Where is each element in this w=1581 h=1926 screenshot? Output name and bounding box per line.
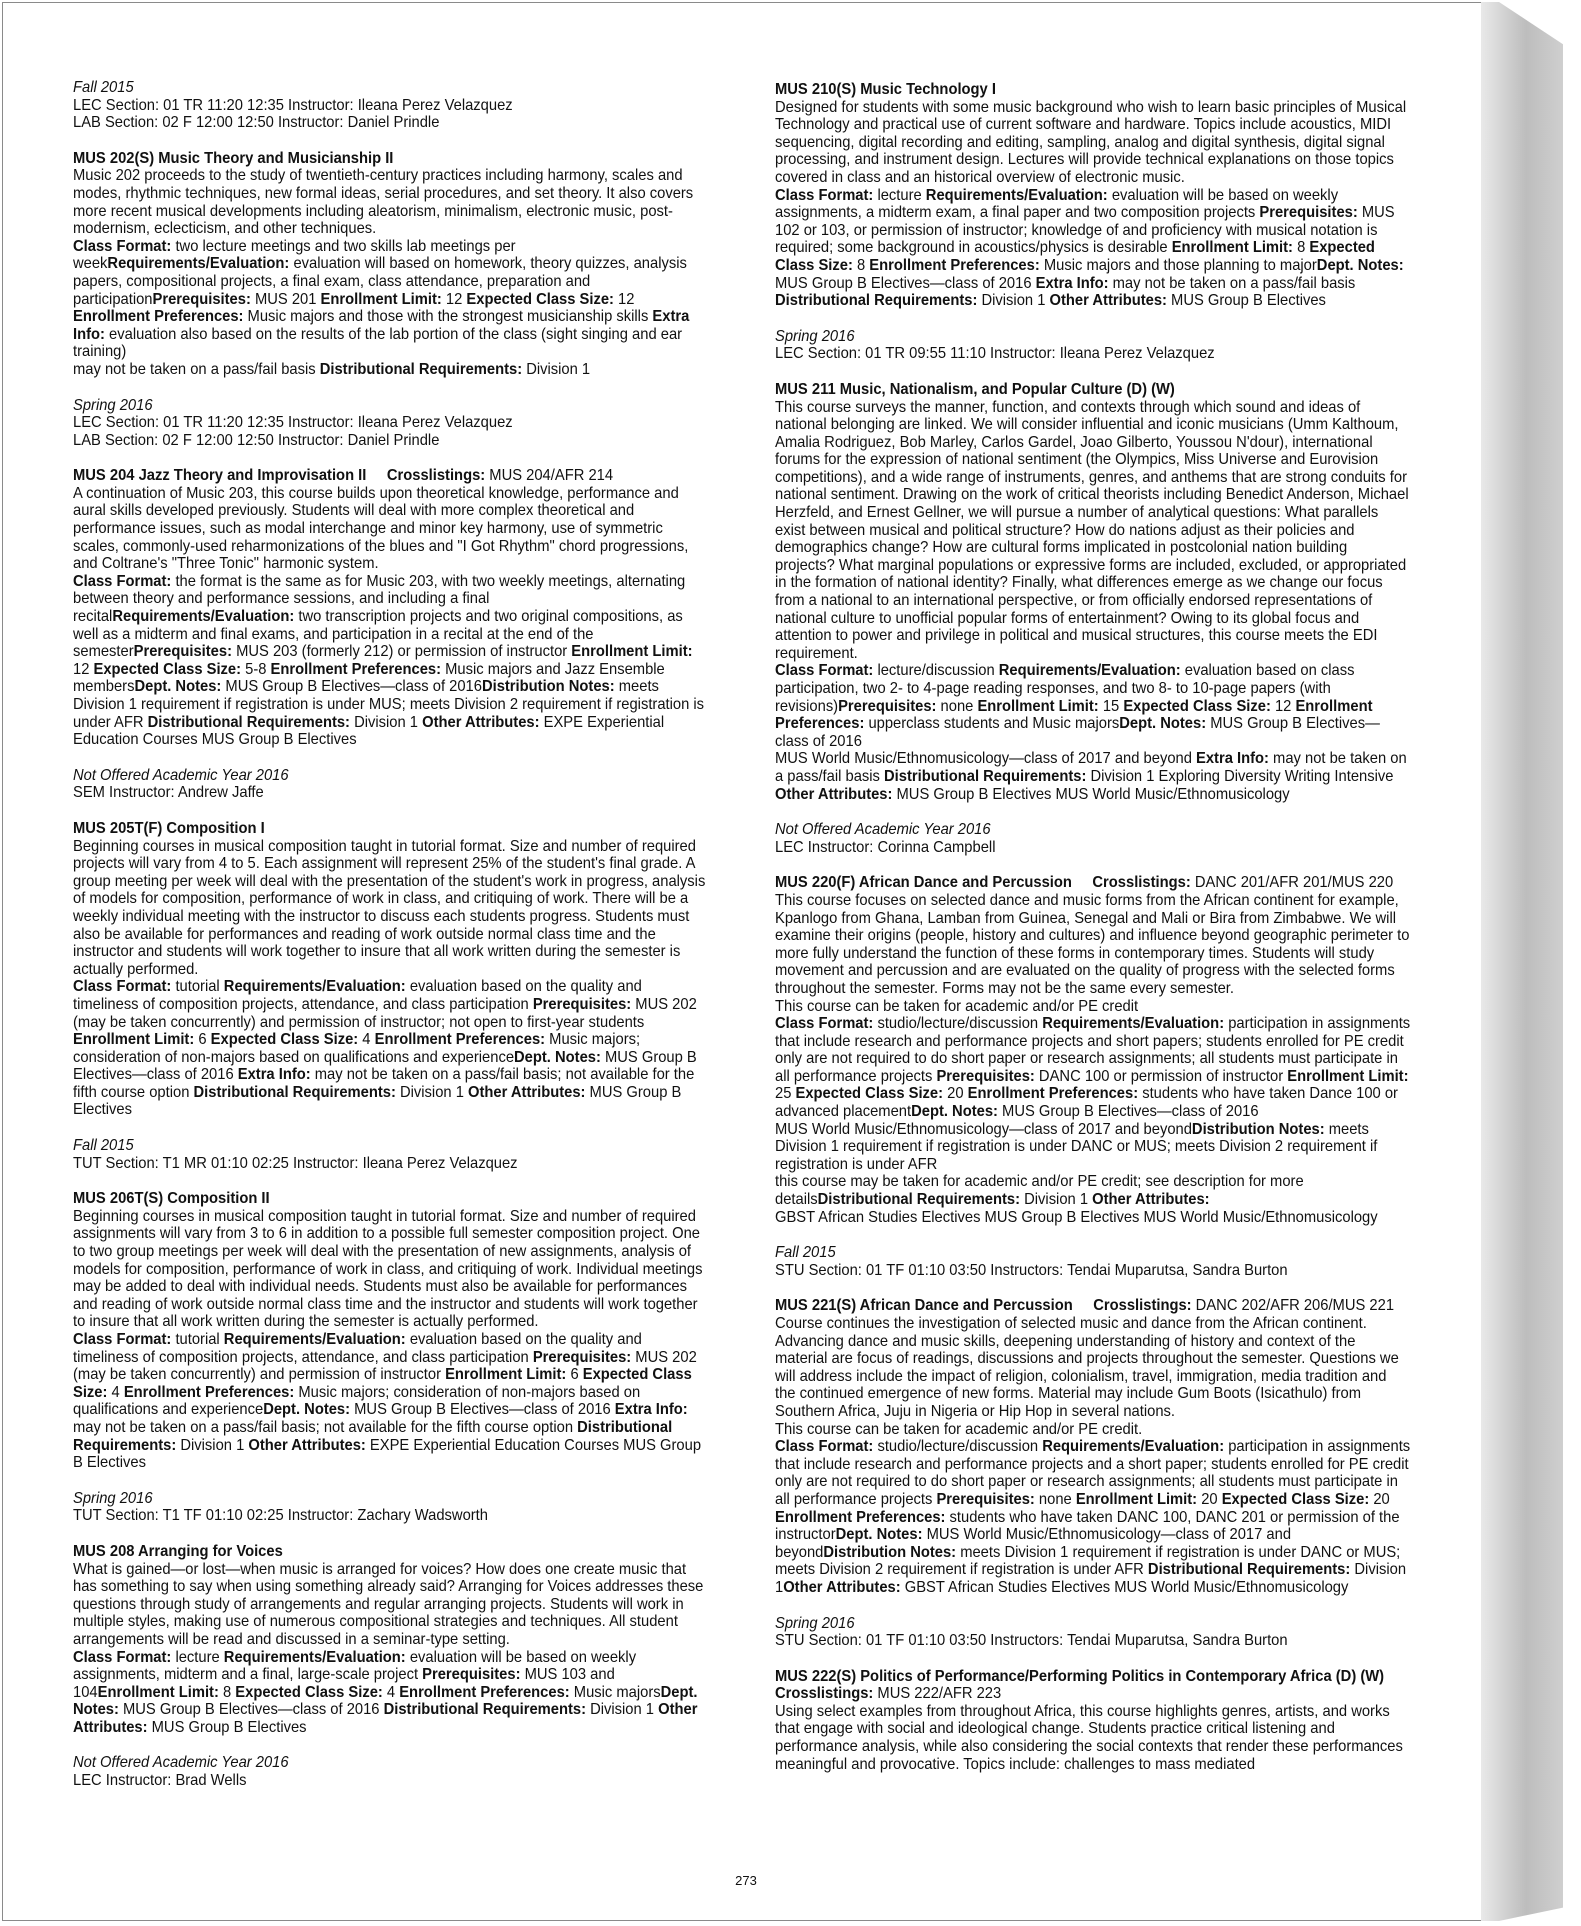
field-value: 20 [1197, 1490, 1222, 1508]
field-label: Distributional Requirements: [817, 1191, 1021, 1209]
field-label: Enrollment Preferences: [399, 1683, 570, 1701]
field-value: Division 1 [775, 1561, 1407, 1596]
course-details [775, 662, 1410, 803]
field-value: EXPE Experiential Education Courses MUS Group B Electives [73, 1436, 702, 1472]
field-value: Music majors; consideration of non-majors based on qualifications and experience [73, 1383, 641, 1419]
field-value: meets Division 1 requirement if registration is under DANC or MUS; meets Division 2 requirement if registration is under AFR [775, 1543, 1401, 1579]
field-value: MUS World Music/Ethnomusicology—class of 2017 and beyond [775, 1526, 1292, 1561]
field-value: meets Division 1 requirement if registration is under DANC or MUS; meets Division 2 requirement if registration is under AFR [775, 1120, 1378, 1173]
course-entry [73, 1543, 708, 1737]
field-value: MUS 203 (formerly 212) or permission of instructor [232, 643, 572, 661]
field-label: Enrollment Preferences: [775, 697, 1373, 733]
field-value: MUS Group B Electives—class of 2016 [775, 274, 1036, 292]
field-value: 12 [441, 290, 467, 308]
course-title [775, 1297, 1410, 1315]
field-value: MUS Group B Electives—class of 2016 [997, 1103, 1259, 1121]
course-title-text: MUS 208 Arranging for Voices [73, 1542, 283, 1560]
field-value: evaluation based on the quality and timeliness of composition projects, attendance, and class participation [73, 978, 642, 1013]
crosslistings-label: Crosslistings: [775, 1685, 874, 1703]
field-value: MUS 103 and 104 [73, 1666, 615, 1701]
course-description: Beginning courses in musical composition taught in tutorial format. Size and number of required assignments will vary from 3 to 6 in addition to a possible full semester composition project. One to two group meetings per week will deal with the presentation of new assignments, analysis of models for composition, performance of work in class, and critiquing of work. Individual meetings may be added to deal with individual needs. Students must also be available for performances and reading of work outside normal class time and the instructor and students will work together to insure that all work written during the semester is actually performed. [73, 1207, 703, 1331]
field-label: Extra Info: [237, 1066, 311, 1084]
field-value: 12 [73, 660, 94, 678]
field-label: Other Attributes: [775, 785, 893, 803]
field-value: MUS Group B Electives [1166, 292, 1326, 310]
field-label: Distribution Notes: [481, 678, 615, 696]
field-value: lecture/discussion [873, 662, 999, 680]
field-label: Enrollment Preferences: [123, 1383, 295, 1401]
field-label: Prerequisites: [152, 290, 251, 308]
field-label: Enrollment Preferences: [73, 308, 244, 326]
field-value: Division 1 Exploring Diversity Writing Intensive [1086, 767, 1394, 785]
document-page [2, 2, 1482, 1921]
field-value: upperclass students and Music majors [864, 715, 1120, 733]
field-label: Enrollment Limit: [320, 290, 442, 308]
term-label: Spring 2016 [775, 327, 855, 345]
crosslistings-label: Crosslistings: [1093, 1297, 1192, 1315]
field-label: Requirements/Evaluation: [1042, 1015, 1225, 1033]
field-label: Other Attributes: [468, 1083, 586, 1101]
term-schedule [775, 821, 1410, 856]
field-value: evaluation based on the quality and timeliness of composition projects, attendance, and class participation [73, 1331, 642, 1366]
crosslistings-label: Crosslistings: [1092, 874, 1191, 892]
field-label: Prerequisites: [1259, 204, 1358, 222]
term-label: Not Offered Academic Year 2016 [73, 766, 289, 784]
course-entry [73, 467, 708, 749]
field-label: Other Attributes: [248, 1436, 366, 1454]
course-details [775, 1015, 1410, 1226]
course-title-text: MUS 221(S) African Dance and Percussion [775, 1297, 1073, 1315]
term-label: Fall 2015 [775, 1244, 836, 1262]
term-label: Spring 2016 [73, 396, 153, 414]
course-details [73, 1649, 708, 1737]
field-label: Extra Info: [614, 1401, 688, 1419]
field-value: evaluation will be based on weekly assignments, midterm and a final, large-scale project [73, 1648, 637, 1684]
field-label: Expected Class Size: [466, 290, 614, 308]
field-value: students who have taken DANC 100, DANC 201 or permission of the instructor [775, 1508, 1400, 1544]
course-description: This course focuses on selected dance and music forms from the African continent for example, Kpanlogo from Ghana, Lamban from Guinea, Senegal and Mali or Bira from Zimbabwe. We will examine their origins (people, history and cultures) and influence beyond geographic perimeter to more fully understand the function of these forms in contemporary times. Students will study movement and percussion and are evaluated on the quality of progress with the selected forms throughout the semester. Forms may not be the same every semester. [775, 891, 1410, 997]
field-label: Distributional Requirements: [147, 713, 350, 731]
field-value: MUS Group B Electives—class of 2016 [775, 715, 1380, 750]
field-label: Prerequisites: [532, 995, 632, 1013]
field-value: MUS Group B Electives—class of 2016 [350, 1401, 615, 1419]
field-label: Expected Class Size: [775, 239, 1375, 274]
crosslistings-label: Crosslistings: [386, 467, 486, 485]
field-label: Distributional Requirements: [884, 767, 1087, 785]
field-value: MUS Group B Electives—class of 2016 [73, 1048, 697, 1084]
field-value: 25 [775, 1085, 796, 1103]
field-label: Other Attributes: [1049, 292, 1167, 310]
field-label: Class Format: [73, 1648, 172, 1666]
field-value: 6 [566, 1366, 583, 1384]
course-details [73, 1331, 708, 1472]
course-crosslistings [775, 1685, 1410, 1703]
field-value: Division 1 [977, 292, 1050, 310]
field-label: Dept. Notes: [911, 1103, 998, 1121]
field-value: evaluation based on class participation, two 2- to 4-page reading responses, and two 8- to 10-page papers (with revisions) [775, 662, 1355, 715]
section-line: LAB Section: 02 F 12:00 12:50 Instructor: Daniel Prindle [73, 431, 440, 449]
term-schedule [73, 1490, 708, 1525]
field-value: MUS 102 or 103, or permission of instructor; knowledge of and proficiency with musical notation is required; some background in acoustics/physics is desirable [775, 204, 1395, 257]
crosslistings-value: MUS 222/AFR 223 [873, 1685, 1002, 1703]
field-value: evaluation will based on homework, theory quizzes, analysis papers, compositional projects, a final exam, class attendance, preparation and participation [73, 255, 687, 308]
term-schedule [775, 1244, 1410, 1279]
field-value: Division 1 [395, 1083, 469, 1101]
course-details [73, 238, 708, 379]
section-line: LEC Section: 01 TR 11:20 12:35 Instructor: Ileana Perez Velazquez [73, 96, 513, 114]
course-entry [775, 81, 1410, 310]
course-details [73, 573, 708, 749]
field-label: Expected Class Size: [235, 1683, 383, 1701]
field-value: lecture [873, 186, 926, 204]
crosslistings-value: DANC 202/AFR 206/MUS 221 [1191, 1297, 1395, 1315]
field-label: Extra Info: [73, 308, 690, 343]
field-value: evaluation will be based on weekly assignments, a midterm exam, a final paper and two composition projects [775, 186, 1339, 222]
field-value: 4 [382, 1683, 400, 1701]
field-label: Class Format: [73, 237, 172, 255]
field-value: 5-8 [241, 660, 271, 678]
field-label: Class Format: [775, 1438, 874, 1456]
field-label: Enrollment Limit: [1075, 1490, 1198, 1508]
section-line: STU Section: 01 TF 01:10 03:50 Instructors: Tendai Muparutsa, Sandra Burton [775, 1261, 1288, 1279]
course-details [775, 187, 1410, 310]
term-schedule [775, 1615, 1410, 1650]
course-credit-note: This course can be taken for academic and/or PE credit. [775, 1420, 1143, 1438]
course-description: This course surveys the manner, function, and contexts through which sound and ideas of national belonging are linked. We will consider influential and iconic musicians (Umm Kalthoum, Amalia Rodriguez, Bob Marley, Carlos Gardel, Joao Gilberto, Youssou N'dour), international forums for the expression of national sentiment (the Olympics, Miss Universe and Eurovision competitions), and a wide range of instruments, genres, and anthems that are strong conduits for national sentiment. Drawing on the work of critical theorists including Benedict Anderson, Michael Herzfeld, and Ernest Gellner, we will pursue a number of analytical questions: What parallels exist between musical and political structure? How do nations adjust as their policies and demographics change? How are cultural forms implicated in postcolonial nation building projects? What marginal populations or expressive forms are included, excluded, or appropriated in the formation of national identity? Finally, what differences emerge as we change our focus from a national to an international perspective, or from officially endorsed representations of national culture to unofficial popular forms of entertainment? Owing to its global focus and attention to power and privilege in political and musical structures, this course meets the EDI requirement. [775, 398, 1409, 662]
course-credit-note: This course can be taken for academic and/or PE credit [775, 997, 1139, 1015]
field-value: tutorial [171, 1331, 224, 1348]
term-schedule [73, 1137, 708, 1172]
field-label: Distributional Requirements: [383, 1701, 586, 1719]
term-schedule [775, 328, 1410, 363]
field-label: Other Attributes: [422, 713, 540, 731]
field-value: this course may be taken for academic and/or PE credit; see description for more details [775, 1173, 1304, 1209]
left-column [73, 79, 708, 1808]
course-title-text: MUS 210(S) Music Technology I [775, 81, 996, 98]
field-value: MUS Group B Electives—class of 2016 [221, 678, 482, 696]
field-label: Distributional Requirements: [73, 1418, 673, 1454]
field-value: Division 1 [349, 713, 423, 731]
field-value: Division 1 [585, 1701, 659, 1719]
field-value: none [1034, 1490, 1076, 1508]
field-value: Music majors; consideration of non-majors based on qualifications and experience [73, 1031, 641, 1066]
field-label: Requirements/Evaluation: [223, 1331, 406, 1348]
field-label: Expected Class Size: [1221, 1490, 1370, 1508]
section-line: LAB Section: 02 F 12:00 12:50 Instructor: Daniel Prindle [73, 114, 440, 132]
field-value: 8 [1292, 239, 1310, 257]
field-label: Dept. Notes: [835, 1526, 923, 1544]
course-entry [775, 874, 1410, 1226]
field-label: Distributional Requirements: [319, 360, 523, 378]
field-label: Dept. Notes: [134, 678, 222, 696]
course-title [775, 1668, 1410, 1686]
course-title-text: MUS 206T(S) Composition II [73, 1190, 270, 1208]
field-label: Extra Info: [1196, 750, 1269, 768]
field-value: may not be taken on a pass/fail basis; not available for the fifth course option [73, 1066, 695, 1101]
field-value: GBST African Studies Electives MUS World Music/Ethnomusicology [900, 1578, 1349, 1596]
field-value: may not be taken on a pass/fail basis; not available for the fifth course option [73, 1418, 578, 1436]
crosslistings-value: MUS 204/AFR 214 [485, 467, 614, 485]
course-description: Music 202 proceeds to the study of twentieth-century practices including harmony, scales and modes, rhythmic techniques, new formal ideas, serial procedures, and set theory. It also covers more recent musical developments including aleatorism, minimalism, electronic music, post-modernism, eclecticism, and other techniques. [73, 167, 694, 238]
field-label: Requirements/Evaluation: [223, 978, 406, 996]
field-value: DANC 100 or permission of instructor [1034, 1067, 1288, 1085]
section-line: STU Section: 01 TF 01:10 03:50 Instructors: Tendai Muparutsa, Sandra Burton [775, 1632, 1288, 1650]
section-line: TUT Section: T1 TF 01:10 02:25 Instructor: Zachary Wadsworth [73, 1507, 488, 1525]
course-title [775, 874, 1410, 892]
field-label: Dept. Notes: [514, 1048, 601, 1066]
field-value: participation in assignments that include research and performance projects and a short paper; students enrolled for PE credit only are not required to do short paper or research assignments; all students must participate in all performance projects [775, 1438, 1411, 1508]
field-label: Expected Class Size: [73, 1366, 692, 1401]
field-value: two lecture meetings and two skills lab meetings per week [73, 237, 516, 273]
field-value: 20 [943, 1085, 968, 1103]
section-line: LEC Instructor: Corinna Campbell [775, 838, 996, 856]
field-value: Music majors and those with the strongest musicianship skills [243, 308, 653, 326]
field-label: Enrollment Preferences: [869, 256, 1040, 274]
field-label: Other Attributes: [1092, 1191, 1210, 1209]
field-value: 8 [218, 1683, 236, 1701]
term-label: Fall 2015 [73, 79, 134, 96]
field-label: Expected Class Size: [795, 1085, 944, 1103]
term-schedule [73, 397, 708, 450]
field-label: Enrollment Preferences: [967, 1085, 1139, 1103]
field-label: Prerequisites: [422, 1666, 521, 1684]
course-title [73, 150, 708, 168]
field-label: Requirements/Evaluation: [998, 662, 1181, 680]
field-value: none [936, 697, 978, 715]
field-label: Enrollment Limit: [445, 1366, 567, 1384]
field-value: Division 1 [1020, 1191, 1093, 1209]
course-title [73, 1190, 708, 1208]
field-value: evaluation also based on the results of the lab portion of the class (sight singing and ear training) [73, 325, 683, 361]
course-title-text: MUS 202(S) Music Theory and Musicianship II [73, 149, 394, 167]
course-entry [775, 381, 1410, 803]
field-label: Prerequisites: [133, 643, 233, 661]
course-description: Using select examples from throughout Africa, this course highlights genres, artists, and works that engage with social and ideological change. Students practice critical listening and performance analysis, while also considering the social contexts that render these performances meaningful and provocative. Topics include: challenges to mass mediated [775, 1702, 1403, 1773]
field-value: studio/lecture/discussion [873, 1438, 1043, 1456]
course-title-text: MUS 211 Music, Nationalism, and Popular Culture (D) (W) [775, 380, 1175, 398]
field-value: 4 [107, 1383, 124, 1401]
field-value: may not be taken on a pass/fail basis [1108, 274, 1356, 292]
field-value: tutorial [171, 978, 224, 996]
field-value: GBST African Studies Electives MUS Group B Electives MUS World Music/Ethnomusicology [775, 1208, 1378, 1226]
field-value: MUS World Music/Ethnomusicology—class of 2017 and beyond [775, 750, 1197, 768]
field-label: Enrollment Preferences: [270, 660, 442, 678]
term-label: Fall 2015 [73, 1137, 134, 1155]
field-value: MUS 201 [250, 290, 321, 308]
page-number: 273 [735, 1873, 757, 1888]
field-label: Distributional Requirements: [193, 1083, 396, 1101]
field-label: Enrollment Limit: [1287, 1067, 1409, 1085]
crosslistings-value: DANC 201/AFR 201/MUS 220 [1190, 874, 1394, 892]
field-value: two transcription projects and two original compositions, as well as a midterm and final exams, and participation in a recital at the end of the semester [73, 608, 683, 661]
field-label: Distributional Requirements: [1147, 1561, 1351, 1579]
term-label: Spring 2016 [73, 1489, 153, 1507]
course-entry [775, 1668, 1410, 1774]
field-label: Requirements/Evaluation: [925, 186, 1108, 204]
section-line: SEM Instructor: Andrew Jaffe [73, 784, 264, 802]
field-label: Class Format: [775, 1015, 874, 1033]
course-title [775, 81, 1410, 99]
section-line: LEC Instructor: Brad Wells [73, 1772, 247, 1790]
field-label: Requirements/Evaluation: [107, 255, 290, 273]
field-label: Dept. Notes: [73, 1683, 698, 1719]
term-label: Not Offered Academic Year 2016 [775, 821, 991, 839]
field-value: Music majors and those planning to major [1039, 256, 1317, 274]
field-label: Enrollment Limit: [571, 643, 693, 661]
field-value: MUS World Music/Ethnomusicology—class of 2017 and beyond [775, 1120, 1192, 1138]
course-description: A continuation of Music 203, this course builds upon theoretical knowledge, performance and aural skills developed previously. Students will deal with more complex theoretical and performance issues, such as modal interchange and minor key harmony, use of symmetric scales, commonly-used reharmonizations of the blues and "I Got Rhythm" chord progressions, and Coltrane's "Three Tonic" harmonic system. [73, 484, 689, 573]
term-label: Not Offered Academic Year 2016 [73, 1754, 289, 1772]
field-label: Distribution Notes: [1191, 1120, 1325, 1138]
course-description: Designed for students with some music background who wish to learn basic principles of Musical Technology and practical use of current software and hardware. Topics include acoustics, MIDI sequencing, digital recording and editing, sampling, analog and digital synthesis, digital signal processing, and instrument design. Lectures will provide technical explanations on those topics covered in class and an historical overview of electronic music. [775, 98, 1407, 186]
field-label: Class Format: [775, 662, 874, 680]
course-entry [73, 1190, 708, 1472]
field-value: 12 [1270, 697, 1296, 715]
field-value: 8 [852, 256, 870, 274]
field-label: Requirements/Evaluation: [112, 608, 295, 626]
field-value: 20 [1369, 1490, 1390, 1508]
section-line: LEC Section: 01 TR 11:20 12:35 Instructor: Ileana Perez Velazquez [73, 414, 513, 432]
field-label: Distribution Notes: [823, 1543, 957, 1561]
field-value: participation in assignments that include research and performance projects and short papers; students enrolled for PE credit only are not required to do short paper or research assignments; all students must participate in all performance projects [775, 1015, 1411, 1085]
field-label: Expected Class Size: [93, 660, 242, 678]
course-title [775, 381, 1410, 399]
section-line: LEC Section: 01 TR 09:55 11:10 Instructor: Ileana Perez Velazquez [775, 345, 1215, 363]
field-value: MUS Group B Electives—class of 2016 [118, 1701, 384, 1719]
field-label: Prerequisites: [838, 697, 937, 715]
field-value: studio/lecture/discussion [873, 1015, 1043, 1033]
field-label: Class Format: [73, 978, 172, 996]
field-value: MUS Group B Electives MUS World Music/Ethnomusicology [892, 785, 1290, 803]
field-value: Music majors and Jazz Ensemble members [73, 660, 665, 696]
course-title-text: MUS 222(S) Politics of Performance/Performing Politics in Contemporary Africa (D) (W) [775, 1667, 1385, 1685]
course-description: What is gained—or lost—when music is arranged for voices? How does one create music that has something to say when using something already said? Arranging for Voices addresses these questions through study of arrangements and regular arranging projects. Students will work in multiple styles, making use of numerous compositional strategies and techniques. All student arrangements will be read and discussed in a seminar-type setting. [73, 1560, 704, 1648]
field-label: Requirements/Evaluation: [1042, 1438, 1225, 1456]
field-label: Expected Class Size: [1123, 697, 1271, 715]
course-description: Beginning courses in musical composition taught in tutorial format. Size and number of required projects will vary from 4 to 5. Each assignment will represent 25% of the student's final grade. A group meeting per week will deal with the presentation of the student's work in progress, analysis of models for composition, performance of work in class, and critiquing of work. There will be a weekly individual meeting with the instructor to discuss each students progress. Students must also be available for performances and reading of work outside normal class time and the instructor and students will work together to insure that all work written during the semester is actually performed. [73, 837, 706, 978]
field-label: Dept. Notes: [1119, 715, 1207, 733]
course-entry [73, 150, 708, 379]
field-label: Class Format: [775, 186, 874, 204]
course-title-text: MUS 220(F) African Dance and Percussion [775, 874, 1072, 892]
field-value: Division 1 [522, 360, 591, 378]
field-label: Enrollment Limit: [73, 1031, 195, 1049]
course-details [73, 978, 708, 1119]
field-value: Music majors [569, 1683, 661, 1701]
field-label: Expected Class Size: [210, 1031, 359, 1049]
field-value: the format is the same as for Music 203, with two weekly meetings, alternating between theory and performance sessions, and including a final recital [73, 572, 686, 626]
field-label: Prerequisites: [936, 1067, 1035, 1085]
course-title-text: MUS 204 Jazz Theory and Improvisation II [73, 467, 367, 485]
field-label: Extra Info: [1035, 274, 1109, 292]
field-value: meets Division 1 requirement if registration is under MUS; meets Division 2 requirement if registration is under AFR [73, 678, 705, 731]
field-label: Class Format: [73, 1331, 172, 1348]
term-label: Spring 2016 [775, 1614, 855, 1632]
field-value: MUS 202 (may be taken concurrently) and permission of instructor; not open to first-year students [73, 995, 697, 1031]
field-label: Enrollment Preferences: [775, 1508, 946, 1526]
course-entry [73, 820, 708, 1119]
field-value: 12 [613, 290, 635, 308]
course-description: Course continues the investigation of selected music and dance from the African continent. Advancing dance and music skills, deepening understanding of history and context of the material are focus of readings, discussions and projects throughout the semester. Questions we will address include the impact of religion, colonialism, travel, immigration, media tradition and the continued emergence of new forms. Material may include Gum Boots (Isicathulo) from Southern Africa, Juju in Nigeria or Hip Hop in several nations. [775, 1315, 1399, 1420]
field-label: Enrollment Limit: [1171, 239, 1293, 257]
page-curl-edge [1481, 2, 1563, 1921]
field-label: Dept. Notes: [263, 1401, 351, 1419]
field-value: 4 [358, 1031, 375, 1049]
term-schedule [73, 767, 708, 802]
course-details [775, 1438, 1410, 1596]
field-label: Other Attributes: [783, 1578, 901, 1596]
field-label: Dept. Notes: [1316, 256, 1404, 274]
field-label: Enrollment Limit: [977, 697, 1099, 715]
field-label: Enrollment Preferences: [374, 1031, 546, 1049]
course-entry [775, 1297, 1410, 1596]
course-title [73, 467, 708, 485]
field-value: EXPE Experiential Education Courses MUS Group B Electives [73, 713, 665, 749]
course-title-text: MUS 205T(F) Composition I [73, 819, 265, 837]
field-value: MUS Group B Electives [73, 1083, 682, 1119]
field-value: Division 1 [176, 1436, 249, 1454]
field-value: students who have taken Dance 100 or advanced placement [775, 1085, 1398, 1121]
field-label: Prerequisites: [532, 1348, 632, 1366]
field-value: 6 [194, 1031, 211, 1049]
term-schedule [73, 79, 708, 132]
course-title [73, 1543, 708, 1561]
field-value: may not be taken on a pass/fail basis [775, 750, 1407, 785]
section-line: TUT Section: T1 MR 01:10 02:25 Instructor: Ileana Perez Velazquez [73, 1154, 518, 1172]
field-value: 15 [1098, 697, 1124, 715]
field-value: may not be taken on a pass/fail basis [73, 360, 320, 378]
field-label: Requirements/Evaluation: [223, 1648, 406, 1666]
field-label: Prerequisites: [936, 1490, 1035, 1508]
field-value: MUS 202 (may be taken concurrently) and permission of instructor [73, 1348, 697, 1384]
field-value: MUS Group B Electives [147, 1718, 307, 1736]
field-label: Distributional Requirements: [775, 292, 978, 310]
field-label: Enrollment Limit: [97, 1683, 219, 1701]
field-label: Other Attributes: [73, 1701, 698, 1736]
field-value: lecture [171, 1648, 224, 1666]
course-title [73, 820, 708, 838]
right-column [775, 81, 1410, 1791]
term-schedule [73, 1754, 708, 1789]
field-label: Class Format: [73, 572, 172, 590]
